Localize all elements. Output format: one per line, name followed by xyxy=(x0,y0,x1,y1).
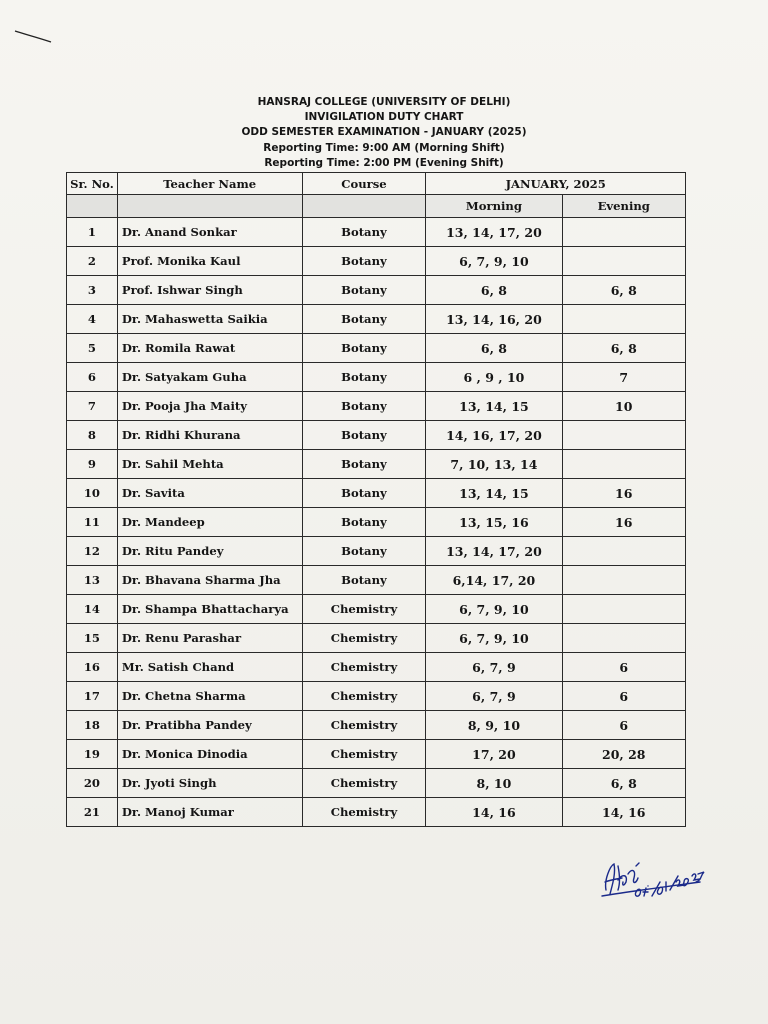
cell-teacher-name: Dr. Satyakam Guha xyxy=(117,363,302,392)
table-row xyxy=(67,711,686,740)
cell-evening-dates: 6, 8 xyxy=(562,769,686,798)
cell-teacher-name: Dr. Pratibha Pandey xyxy=(117,711,302,740)
cell-morning-dates: 13, 14, 17, 20 xyxy=(426,218,562,247)
cell-evening-dates: 6, 8 xyxy=(562,276,686,305)
cell-morning-dates: 13, 14, 16, 20 xyxy=(426,305,562,334)
cell-course: Botany xyxy=(302,305,426,334)
cell-evening-dates: 16 xyxy=(562,479,686,508)
cell-course: Botany xyxy=(302,218,426,247)
table-row xyxy=(67,653,686,682)
cell-teacher-name: Prof. Ishwar Singh xyxy=(117,276,302,305)
cell-course: Botany xyxy=(302,450,426,479)
cell-sr-no: 7 xyxy=(67,392,118,421)
cell-teacher-name: Dr. Savita xyxy=(117,479,302,508)
cell-evening-dates: 7 xyxy=(562,363,686,392)
cell-sr-no: 2 xyxy=(67,247,118,276)
cell-teacher-name: Dr. Sahil Mehta xyxy=(117,450,302,479)
cell-sr-no: 6 xyxy=(67,363,118,392)
table-body xyxy=(67,218,686,827)
cell-teacher-name: Dr. Mahaswetta Saikia xyxy=(117,305,302,334)
cell-teacher-name: Dr. Shampa Bhattacharya xyxy=(117,595,302,624)
table-row xyxy=(67,392,686,421)
table-row xyxy=(67,624,686,653)
cell-morning-dates: 13, 14, 15 xyxy=(426,392,562,421)
table-row xyxy=(67,334,686,363)
cell-course: Botany xyxy=(302,276,426,305)
cell-sr-no: 9 xyxy=(67,450,118,479)
cell-course: Chemistry xyxy=(302,595,426,624)
cell-evening-dates xyxy=(562,218,686,247)
header-evening: Evening xyxy=(562,195,686,218)
cell-course: Chemistry xyxy=(302,682,426,711)
table-row xyxy=(67,305,686,334)
cell-course: Chemistry xyxy=(302,624,426,653)
cell-teacher-name: Dr. Monica Dinodia xyxy=(117,740,302,769)
header-sr-no: Sr. No. xyxy=(67,173,118,195)
cell-evening-dates xyxy=(562,595,686,624)
handwritten-signature xyxy=(596,852,706,918)
header-course: Course xyxy=(302,173,426,195)
cell-morning-dates: 6, 7, 9, 10 xyxy=(426,595,562,624)
cell-morning-dates: 8, 10 xyxy=(426,769,562,798)
cell-morning-dates: 13, 15, 16 xyxy=(426,508,562,537)
pen-stroke-mark xyxy=(14,28,52,44)
cell-course: Botany xyxy=(302,566,426,595)
cell-course: Botany xyxy=(302,537,426,566)
cell-teacher-name: Prof. Monika Kaul xyxy=(117,247,302,276)
cell-evening-dates: 6, 8 xyxy=(562,334,686,363)
cell-teacher-name: Dr. Bhavana Sharma Jha xyxy=(117,566,302,595)
cell-teacher-name: Dr. Ritu Pandey xyxy=(117,537,302,566)
cell-sr-no: 8 xyxy=(67,421,118,450)
table-row xyxy=(67,798,686,827)
table-row xyxy=(67,421,686,450)
table-row xyxy=(67,276,686,305)
cell-evening-dates: 6 xyxy=(562,653,686,682)
invigilation-duty-table xyxy=(66,172,686,827)
cell-sr-no: 11 xyxy=(67,508,118,537)
cell-morning-dates: 6,14, 17, 20 xyxy=(426,566,562,595)
cell-sr-no: 3 xyxy=(67,276,118,305)
table-subheader-row xyxy=(67,195,686,218)
cell-teacher-name: Dr. Manoj Kumar xyxy=(117,798,302,827)
cell-sr-no: 15 xyxy=(67,624,118,653)
cell-evening-dates: 14, 16 xyxy=(562,798,686,827)
cell-morning-dates: 8, 9, 10 xyxy=(426,711,562,740)
document-heading xyxy=(0,95,768,171)
header-morning: Morning xyxy=(426,195,562,218)
cell-sr-no: 17 xyxy=(67,682,118,711)
cell-sr-no: 14 xyxy=(67,595,118,624)
cell-teacher-name: Dr. Romila Rawat xyxy=(117,334,302,363)
cell-morning-dates: 13, 14, 17, 20 xyxy=(426,537,562,566)
table-row xyxy=(67,566,686,595)
cell-course: Chemistry xyxy=(302,769,426,798)
cell-sr-no: 5 xyxy=(67,334,118,363)
cell-evening-dates: 6 xyxy=(562,711,686,740)
cell-course: Chemistry xyxy=(302,653,426,682)
cell-morning-dates: 7, 10, 13, 14 xyxy=(426,450,562,479)
table-row xyxy=(67,769,686,798)
cell-evening-dates xyxy=(562,450,686,479)
table-row xyxy=(67,218,686,247)
table-row xyxy=(67,682,686,711)
cell-course: Botany xyxy=(302,479,426,508)
cell-morning-dates: 13, 14, 15 xyxy=(426,479,562,508)
cell-evening-dates: 10 xyxy=(562,392,686,421)
cell-morning-dates: 6, 7, 9 xyxy=(426,653,562,682)
cell-teacher-name: Dr. Mandeep xyxy=(117,508,302,537)
cell-sr-no: 4 xyxy=(67,305,118,334)
college-name: HANSRAJ COLLEGE (UNIVERSITY OF DELHI) xyxy=(257,96,511,108)
header-teacher-name: Teacher Name xyxy=(117,173,302,195)
table-row xyxy=(67,363,686,392)
cell-sr-no: 16 xyxy=(67,653,118,682)
cell-course: Botany xyxy=(302,392,426,421)
cell-course: Botany xyxy=(302,334,426,363)
table-row xyxy=(67,595,686,624)
cell-morning-dates: 6, 8 xyxy=(426,334,562,363)
cell-evening-dates xyxy=(562,247,686,276)
cell-morning-dates: 6, 7, 9, 10 xyxy=(426,624,562,653)
cell-course: Chemistry xyxy=(302,740,426,769)
cell-sr-no: 1 xyxy=(67,218,118,247)
cell-morning-dates: 6, 7, 9, 10 xyxy=(426,247,562,276)
subheader-blank-name xyxy=(117,195,302,218)
morning-reporting-time: Reporting Time: 9:00 AM (Morning Shift) xyxy=(263,141,505,154)
subheader-blank-course xyxy=(302,195,426,218)
exam-title: ODD SEMESTER EXAMINATION - JANUARY (2025) xyxy=(241,126,527,139)
table-row xyxy=(67,479,686,508)
cell-sr-no: 19 xyxy=(67,740,118,769)
subheader-blank-sr xyxy=(67,195,118,218)
cell-morning-dates: 14, 16, 17, 20 xyxy=(426,421,562,450)
cell-evening-dates xyxy=(562,537,686,566)
header-month: JANUARY, 2025 xyxy=(426,173,686,195)
cell-morning-dates: 6 , 9 , 10 xyxy=(426,363,562,392)
cell-morning-dates: 6, 8 xyxy=(426,276,562,305)
cell-morning-dates: 6, 7, 9 xyxy=(426,682,562,711)
cell-evening-dates xyxy=(562,421,686,450)
cell-sr-no: 12 xyxy=(67,537,118,566)
cell-teacher-name: Dr. Chetna Sharma xyxy=(117,682,302,711)
cell-course: Chemistry xyxy=(302,711,426,740)
table-row xyxy=(67,537,686,566)
cell-course: Botany xyxy=(302,421,426,450)
cell-morning-dates: 14, 16 xyxy=(426,798,562,827)
chart-title: INVIGILATION DUTY CHART xyxy=(304,111,464,124)
cell-teacher-name: Mr. Satish Chand xyxy=(117,653,302,682)
cell-teacher-name: Dr. Renu Parashar xyxy=(117,624,302,653)
cell-evening-dates xyxy=(562,566,686,595)
table-row xyxy=(67,508,686,537)
cell-teacher-name: Dr. Jyoti Singh xyxy=(117,769,302,798)
cell-course: Botany xyxy=(302,363,426,392)
cell-evening-dates xyxy=(562,624,686,653)
cell-course: Botany xyxy=(302,508,426,537)
cell-teacher-name: Dr. Ridhi Khurana xyxy=(117,421,302,450)
cell-teacher-name: Dr. Pooja Jha Maity xyxy=(117,392,302,421)
cell-evening-dates: 16 xyxy=(562,508,686,537)
table-header-row xyxy=(67,173,686,195)
cell-sr-no: 13 xyxy=(67,566,118,595)
evening-reporting-time: Reporting Time: 2:00 PM (Evening Shift) xyxy=(264,156,504,169)
cell-evening-dates xyxy=(562,305,686,334)
table-row xyxy=(67,450,686,479)
cell-sr-no: 20 xyxy=(67,769,118,798)
cell-evening-dates: 6 xyxy=(562,682,686,711)
cell-sr-no: 18 xyxy=(67,711,118,740)
table-row xyxy=(67,740,686,769)
cell-morning-dates: 17, 20 xyxy=(426,740,562,769)
cell-sr-no: 21 xyxy=(67,798,118,827)
cell-sr-no: 10 xyxy=(67,479,118,508)
cell-teacher-name: Dr. Anand Sonkar xyxy=(117,218,302,247)
cell-course: Chemistry xyxy=(302,798,426,827)
cell-evening-dates: 20, 28 xyxy=(562,740,686,769)
table-row xyxy=(67,247,686,276)
cell-course: Botany xyxy=(302,247,426,276)
